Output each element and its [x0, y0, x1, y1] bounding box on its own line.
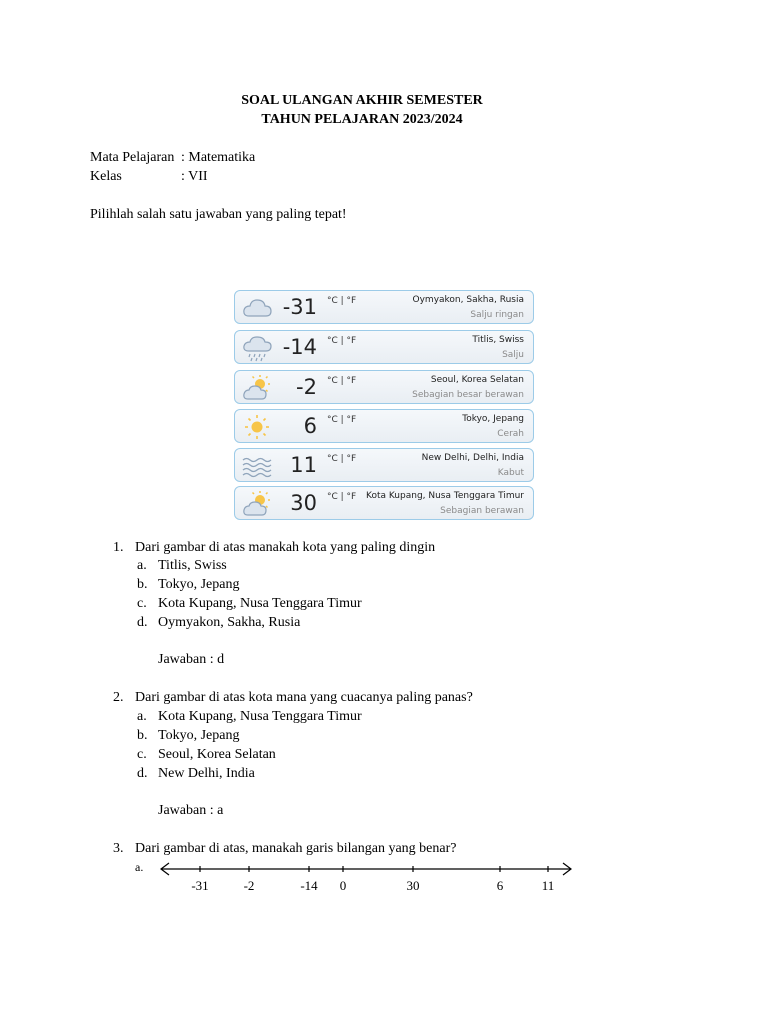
number-line-label: 30: [406, 878, 420, 893]
option-letter: c.: [137, 596, 147, 611]
question-text: Dari gambar di atas, manakah garis bilangan yang benar?: [135, 841, 457, 856]
option-letter: c.: [137, 747, 147, 762]
class-value: : VII: [181, 169, 208, 184]
snow-cloud-icon: [241, 334, 273, 362]
option-letter: a.: [135, 860, 144, 874]
city-name: Oymyakon, Sakha, Rusia: [412, 295, 524, 305]
question-text: Dari gambar di atas manakah kota yang paling dingin: [135, 540, 436, 555]
cloud-icon: [241, 294, 273, 322]
subject-value: : Matematika: [181, 150, 256, 165]
option-text: Kota Kupang, Nusa Tenggara Timur: [158, 709, 362, 724]
sun-icon: [241, 413, 273, 441]
option-text: Kota Kupang, Nusa Tenggara Timur: [158, 596, 362, 611]
answer-text: Jawaban : a: [158, 803, 224, 818]
sun-cloud-icon: [241, 490, 273, 518]
weather-condition: Cerah: [497, 429, 524, 439]
option-text: Seoul, Korea Selatan: [158, 747, 276, 762]
weather-card: [234, 486, 534, 520]
weather-card: [234, 409, 534, 443]
number-line: [155, 860, 580, 878]
question-number: 1.: [113, 540, 124, 555]
weather-condition: Salju ringan: [470, 310, 524, 320]
weather-condition: Salju: [502, 350, 524, 360]
unit-toggle[interactable]: °C | °F: [327, 336, 357, 346]
option-text: Tokyo, Jepang: [158, 728, 240, 743]
number-line-label: 0: [339, 878, 347, 893]
fog-icon: [241, 452, 273, 480]
option-text: Titlis, Swiss: [158, 558, 227, 573]
number-line-label: -14: [300, 878, 318, 893]
city-name: Tokyo, Jepang: [462, 414, 524, 424]
number-line-label: 11: [541, 878, 555, 893]
unit-toggle[interactable]: °C | °F: [327, 415, 357, 425]
temperature: -14: [282, 335, 317, 359]
city-name: Kota Kupang, Nusa Tenggara Timur: [365, 491, 524, 501]
temperature: -31: [282, 295, 317, 319]
option-letter: d.: [137, 615, 148, 630]
unit-toggle[interactable]: °C | °F: [327, 376, 357, 386]
class-label: Kelas: [90, 169, 122, 184]
option-letter: b.: [137, 577, 148, 592]
city-name: Titlis, Swiss: [472, 335, 524, 345]
question-number: 3.: [113, 841, 124, 856]
temperature: -2: [296, 375, 317, 399]
weather-condition: Kabut: [497, 468, 524, 478]
unit-toggle[interactable]: °C | °F: [327, 492, 357, 502]
option-letter: a.: [137, 709, 147, 724]
weather-condition: Sebagian berawan: [440, 506, 524, 516]
temperature: 6: [303, 414, 317, 438]
weather-card: [234, 290, 534, 324]
answer-text: Jawaban : d: [158, 652, 225, 667]
option-letter: d.: [137, 766, 148, 781]
unit-toggle[interactable]: °C | °F: [327, 296, 357, 306]
weather-card: [234, 448, 534, 482]
temperature: 11: [290, 453, 317, 477]
instruction: Pilihlah salah satu jawaban yang paling tepat!: [90, 207, 347, 222]
weather-card: [234, 330, 534, 364]
option-text: Tokyo, Jepang: [158, 577, 240, 592]
question-text: Dari gambar di atas kota mana yang cuacanya paling panas?: [135, 690, 473, 705]
sun-cloud-icon: [241, 374, 273, 402]
document-subtitle: TAHUN PELAJARAN 2023/2024: [261, 112, 463, 127]
city-name: New Delhi, Delhi, India: [421, 453, 524, 463]
option-text: Oymyakon, Sakha, Rusia: [158, 615, 301, 630]
document-title: SOAL ULANGAN AKHIR SEMESTER: [241, 93, 483, 108]
temperature: 30: [290, 491, 317, 515]
number-line-label: -2: [243, 878, 255, 893]
unit-toggle[interactable]: °C | °F: [327, 454, 357, 464]
number-line-label: 6: [496, 878, 504, 893]
weather-card: [234, 370, 534, 404]
number-line-label: -31: [191, 878, 209, 893]
question-number: 2.: [113, 690, 124, 705]
weather-condition: Sebagian besar berawan: [412, 390, 524, 400]
option-letter: b.: [137, 728, 148, 743]
subject-label: Mata Pelajaran: [90, 150, 175, 165]
city-name: Seoul, Korea Selatan: [430, 375, 524, 385]
option-text: New Delhi, India: [158, 766, 255, 781]
option-letter: a.: [137, 558, 147, 573]
